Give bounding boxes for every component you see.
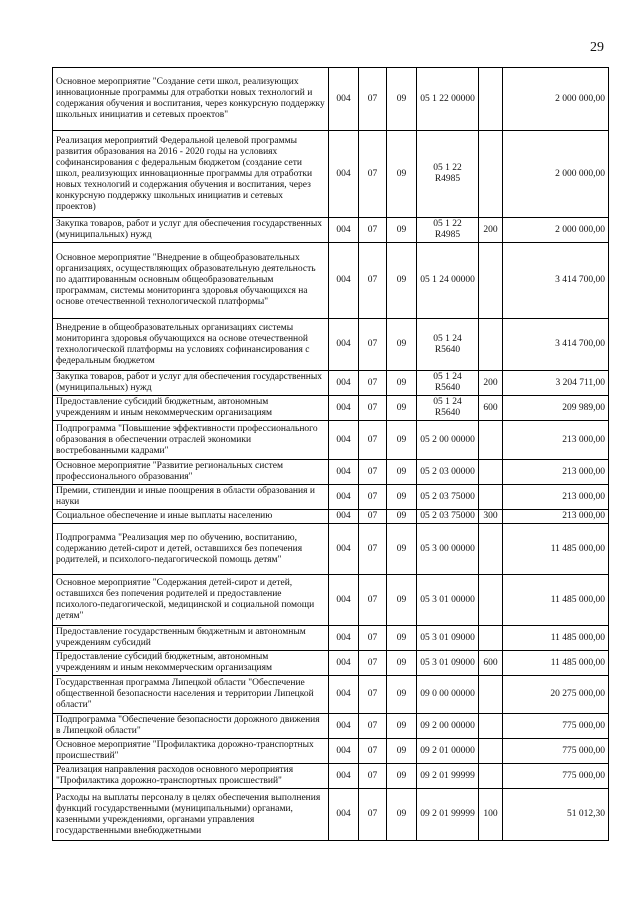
table-row xyxy=(53,739,609,764)
amount-cell: 11 485 000,00 xyxy=(503,626,609,651)
table-row xyxy=(53,485,609,510)
budget-table xyxy=(52,67,609,841)
subsection-code-cell: 09 xyxy=(387,739,417,764)
expense-type-cell xyxy=(479,131,503,218)
ministry-code-cell: 004 xyxy=(329,789,359,841)
amount-cell: 3 204 711,00 xyxy=(503,371,609,396)
target-article-cell: 05 2 00 00000 xyxy=(417,421,479,460)
table-row xyxy=(53,676,609,714)
table-row xyxy=(53,319,609,371)
ministry-code-cell: 004 xyxy=(329,243,359,319)
section-code-cell: 07 xyxy=(359,714,387,739)
expense-name-cell: Основное мероприятие "Содержания детей-сирот и детей, оставшихся без попечения родителей и предоставление психолого-педагогической, медицинской и социальной помощи детям" xyxy=(53,575,329,626)
table-row xyxy=(53,789,609,841)
expense-type-cell xyxy=(479,575,503,626)
section-code-cell: 07 xyxy=(359,421,387,460)
subsection-code-cell: 09 xyxy=(387,524,417,575)
expense-type-cell xyxy=(479,626,503,651)
target-article-cell: 05 2 03 75000 xyxy=(417,485,479,510)
amount-cell: 11 485 000,00 xyxy=(503,524,609,575)
ministry-code-cell: 004 xyxy=(329,371,359,396)
expense-type-cell xyxy=(479,485,503,510)
expense-name-cell: Подпрограмма "Обеспечение безопасности дорожного движения в Липецкой области" xyxy=(53,714,329,739)
target-article-cell: 09 2 01 00000 xyxy=(417,739,479,764)
ministry-code-cell: 004 xyxy=(329,676,359,714)
target-article-cell: 05 2 03 00000 xyxy=(417,460,479,485)
subsection-code-cell: 09 xyxy=(387,460,417,485)
amount-cell: 213 000,00 xyxy=(503,460,609,485)
target-article-cell: 05 3 01 09000 xyxy=(417,651,479,676)
target-article-cell: 09 2 01 99999 xyxy=(417,764,479,789)
amount-cell: 11 485 000,00 xyxy=(503,651,609,676)
amount-cell: 2 000 000,00 xyxy=(503,131,609,218)
expense-name-cell: Реализация мероприятий Федеральной целевой программы развития образования на 2016 - 2020 годы на условиях софинансирования с федеральным бюджетом (создание сети школ, реализующих инновационные программы для отработки новых технологий и содержания обучения и воспитания, через конкурсную поддержку школьных инициатив и сетевых проектов) xyxy=(53,131,329,218)
table-row xyxy=(53,131,609,218)
expense-type-cell: 200 xyxy=(479,371,503,396)
ministry-code-cell: 004 xyxy=(329,764,359,789)
amount-cell: 213 000,00 xyxy=(503,485,609,510)
target-article-cell: 09 2 00 00000 xyxy=(417,714,479,739)
expense-type-cell: 300 xyxy=(479,510,503,524)
expense-type-cell xyxy=(479,68,503,131)
expense-type-cell xyxy=(479,676,503,714)
subsection-code-cell: 09 xyxy=(387,68,417,131)
section-code-cell: 07 xyxy=(359,396,387,421)
table-row xyxy=(53,714,609,739)
subsection-code-cell: 09 xyxy=(387,789,417,841)
expense-name-cell: Предоставление субсидий бюджетным, автономным учреждениям и иным некоммерческим организациям xyxy=(53,651,329,676)
table-row xyxy=(53,626,609,651)
amount-cell: 20 275 000,00 xyxy=(503,676,609,714)
ministry-code-cell: 004 xyxy=(329,319,359,371)
expense-type-cell xyxy=(479,739,503,764)
table-row xyxy=(53,218,609,243)
expense-type-cell xyxy=(479,764,503,789)
table-row xyxy=(53,524,609,575)
subsection-code-cell: 09 xyxy=(387,421,417,460)
expense-name-cell: Предоставление государственным бюджетным и автономным учреждениям субсидий xyxy=(53,626,329,651)
target-article-cell: 05 3 01 09000 xyxy=(417,626,479,651)
expense-type-cell: 100 xyxy=(479,789,503,841)
target-article-cell: 05 1 24 00000 xyxy=(417,243,479,319)
target-article-cell: 05 1 22 00000 xyxy=(417,68,479,131)
target-article-cell: 09 2 01 99999 xyxy=(417,789,479,841)
section-code-cell: 07 xyxy=(359,68,387,131)
section-code-cell: 07 xyxy=(359,524,387,575)
target-article-cell: 05 3 01 00000 xyxy=(417,575,479,626)
target-article-cell: 09 0 00 00000 xyxy=(417,676,479,714)
ministry-code-cell: 004 xyxy=(329,68,359,131)
expense-name-cell: Закупка товаров, работ и услуг для обеспечения государственных (муниципальных) нужд xyxy=(53,371,329,396)
section-code-cell: 07 xyxy=(359,243,387,319)
section-code-cell: 07 xyxy=(359,626,387,651)
subsection-code-cell: 09 xyxy=(387,396,417,421)
table-row xyxy=(53,243,609,319)
ministry-code-cell: 004 xyxy=(329,421,359,460)
section-code-cell: 07 xyxy=(359,676,387,714)
subsection-code-cell: 09 xyxy=(387,651,417,676)
subsection-code-cell: 09 xyxy=(387,243,417,319)
section-code-cell: 07 xyxy=(359,319,387,371)
section-code-cell: 07 xyxy=(359,764,387,789)
subsection-code-cell: 09 xyxy=(387,319,417,371)
expense-name-cell: Подпрограмма "Реализация мер по обучению, воспитанию, содержанию детей-сирот и детей, оставшихся без попечения родителей, и психолого-педагогической помощь детям" xyxy=(53,524,329,575)
expense-name-cell: Внедрение в общеобразовательных организациях системы мониторинга здоровья обучающихся на основе отечественной технологической платформы на условиях софинансирования с федеральным бюджетом xyxy=(53,319,329,371)
amount-cell: 2 000 000,00 xyxy=(503,218,609,243)
subsection-code-cell: 09 xyxy=(387,714,417,739)
table-row xyxy=(53,421,609,460)
section-code-cell: 07 xyxy=(359,485,387,510)
amount-cell: 3 414 700,00 xyxy=(503,319,609,371)
section-code-cell: 07 xyxy=(359,651,387,676)
table-row xyxy=(53,371,609,396)
amount-cell: 2 000 000,00 xyxy=(503,68,609,131)
expense-name-cell: Подпрограмма "Повышение эффективности профессионального образования в обеспечении отраслей экономики востребованными кадрами" xyxy=(53,421,329,460)
ministry-code-cell: 004 xyxy=(329,510,359,524)
section-code-cell: 07 xyxy=(359,460,387,485)
ministry-code-cell: 004 xyxy=(329,626,359,651)
section-code-cell: 07 xyxy=(359,131,387,218)
expense-name-cell: Закупка товаров, работ и услуг для обеспечения государственных (муниципальных) нужд xyxy=(53,218,329,243)
subsection-code-cell: 09 xyxy=(387,131,417,218)
table-row xyxy=(53,764,609,789)
table-row xyxy=(53,460,609,485)
subsection-code-cell: 09 xyxy=(387,371,417,396)
ministry-code-cell: 004 xyxy=(329,524,359,575)
expense-type-cell: 600 xyxy=(479,651,503,676)
ministry-code-cell: 004 xyxy=(329,651,359,676)
section-code-cell: 07 xyxy=(359,371,387,396)
expense-name-cell: Предоставление субсидий бюджетным, автономным учреждениям и иным некоммерческим организациям xyxy=(53,396,329,421)
amount-cell: 3 414 700,00 xyxy=(503,243,609,319)
ministry-code-cell: 004 xyxy=(329,218,359,243)
ministry-code-cell: 004 xyxy=(329,485,359,510)
amount-cell: 213 000,00 xyxy=(503,510,609,524)
expense-name-cell: Социальное обеспечение и иные выплаты населению xyxy=(53,510,329,524)
target-article-cell: 05 1 22 R4985 xyxy=(417,131,479,218)
amount-cell: 209 989,00 xyxy=(503,396,609,421)
target-article-cell: 05 1 24 R5640 xyxy=(417,319,479,371)
section-code-cell: 07 xyxy=(359,218,387,243)
table-row xyxy=(53,396,609,421)
section-code-cell: 07 xyxy=(359,575,387,626)
amount-cell: 775 000,00 xyxy=(503,764,609,789)
budget-table-body xyxy=(53,68,609,841)
ministry-code-cell: 004 xyxy=(329,460,359,485)
table-row xyxy=(53,575,609,626)
subsection-code-cell: 09 xyxy=(387,218,417,243)
expense-name-cell: Реализация направления расходов основного мероприятия "Профилактика дорожно-транспортных происшествий" xyxy=(53,764,329,789)
ministry-code-cell: 004 xyxy=(329,714,359,739)
section-code-cell: 07 xyxy=(359,510,387,524)
subsection-code-cell: 09 xyxy=(387,676,417,714)
expense-name-cell: Премии, стипендии и иные поощрения в области образования и науки xyxy=(53,485,329,510)
target-article-cell: 05 1 22 R4985 xyxy=(417,218,479,243)
expense-type-cell xyxy=(479,714,503,739)
ministry-code-cell: 004 xyxy=(329,396,359,421)
expense-name-cell: Основное мероприятие "Развитие региональных систем профессионального образования" xyxy=(53,460,329,485)
ministry-code-cell: 004 xyxy=(329,575,359,626)
page-number: 29 xyxy=(590,40,604,55)
ministry-code-cell: 004 xyxy=(329,739,359,764)
ministry-code-cell: 004 xyxy=(329,131,359,218)
amount-cell: 775 000,00 xyxy=(503,714,609,739)
subsection-code-cell: 09 xyxy=(387,485,417,510)
expense-type-cell xyxy=(479,319,503,371)
subsection-code-cell: 09 xyxy=(387,764,417,789)
expense-name-cell: Расходы на выплаты персоналу в целях обеспечения выполнения функций государственными (муниципальными) органами, казенными учреждениями, органами управления государственными внебюджетными xyxy=(53,789,329,841)
section-code-cell: 07 xyxy=(359,789,387,841)
expense-name-cell: Основное мероприятие "Профилактика дорожно-транспортных происшествий" xyxy=(53,739,329,764)
subsection-code-cell: 09 xyxy=(387,575,417,626)
subsection-code-cell: 09 xyxy=(387,510,417,524)
expense-type-cell xyxy=(479,524,503,575)
amount-cell: 775 000,00 xyxy=(503,739,609,764)
amount-cell: 11 485 000,00 xyxy=(503,575,609,626)
expense-type-cell: 200 xyxy=(479,218,503,243)
target-article-cell: 05 1 24 R5640 xyxy=(417,371,479,396)
target-article-cell: 05 3 00 00000 xyxy=(417,524,479,575)
expense-type-cell xyxy=(479,421,503,460)
target-article-cell: 05 1 24 R5640 xyxy=(417,396,479,421)
expense-type-cell xyxy=(479,460,503,485)
section-code-cell: 07 xyxy=(359,739,387,764)
expense-name-cell: Государственная программа Липецкой области "Обеспечение общественной безопасности населения и территории Липецкой области" xyxy=(53,676,329,714)
target-article-cell: 05 2 03 75000 xyxy=(417,510,479,524)
expense-type-cell xyxy=(479,243,503,319)
expense-name-cell: Основное мероприятие "Внедрение в общеобразовательных организациях, осуществляющих образовательную деятельность по адаптированным основным общеобразовательным программам, системы мониторинга здоровья обучающихся на основе отечественной технологической платформы" xyxy=(53,243,329,319)
expense-name-cell: Основное мероприятие "Создание сети школ, реализующих инновационные программы для отработки новых технологий и содержания обучения и воспитания, через конкурсную поддержку школьных инициатив и сетевых проектов" xyxy=(53,68,329,131)
amount-cell: 51 012,30 xyxy=(503,789,609,841)
amount-cell: 213 000,00 xyxy=(503,421,609,460)
expense-type-cell: 600 xyxy=(479,396,503,421)
table-row xyxy=(53,68,609,131)
subsection-code-cell: 09 xyxy=(387,626,417,651)
table-row xyxy=(53,651,609,676)
table-row xyxy=(53,510,609,524)
